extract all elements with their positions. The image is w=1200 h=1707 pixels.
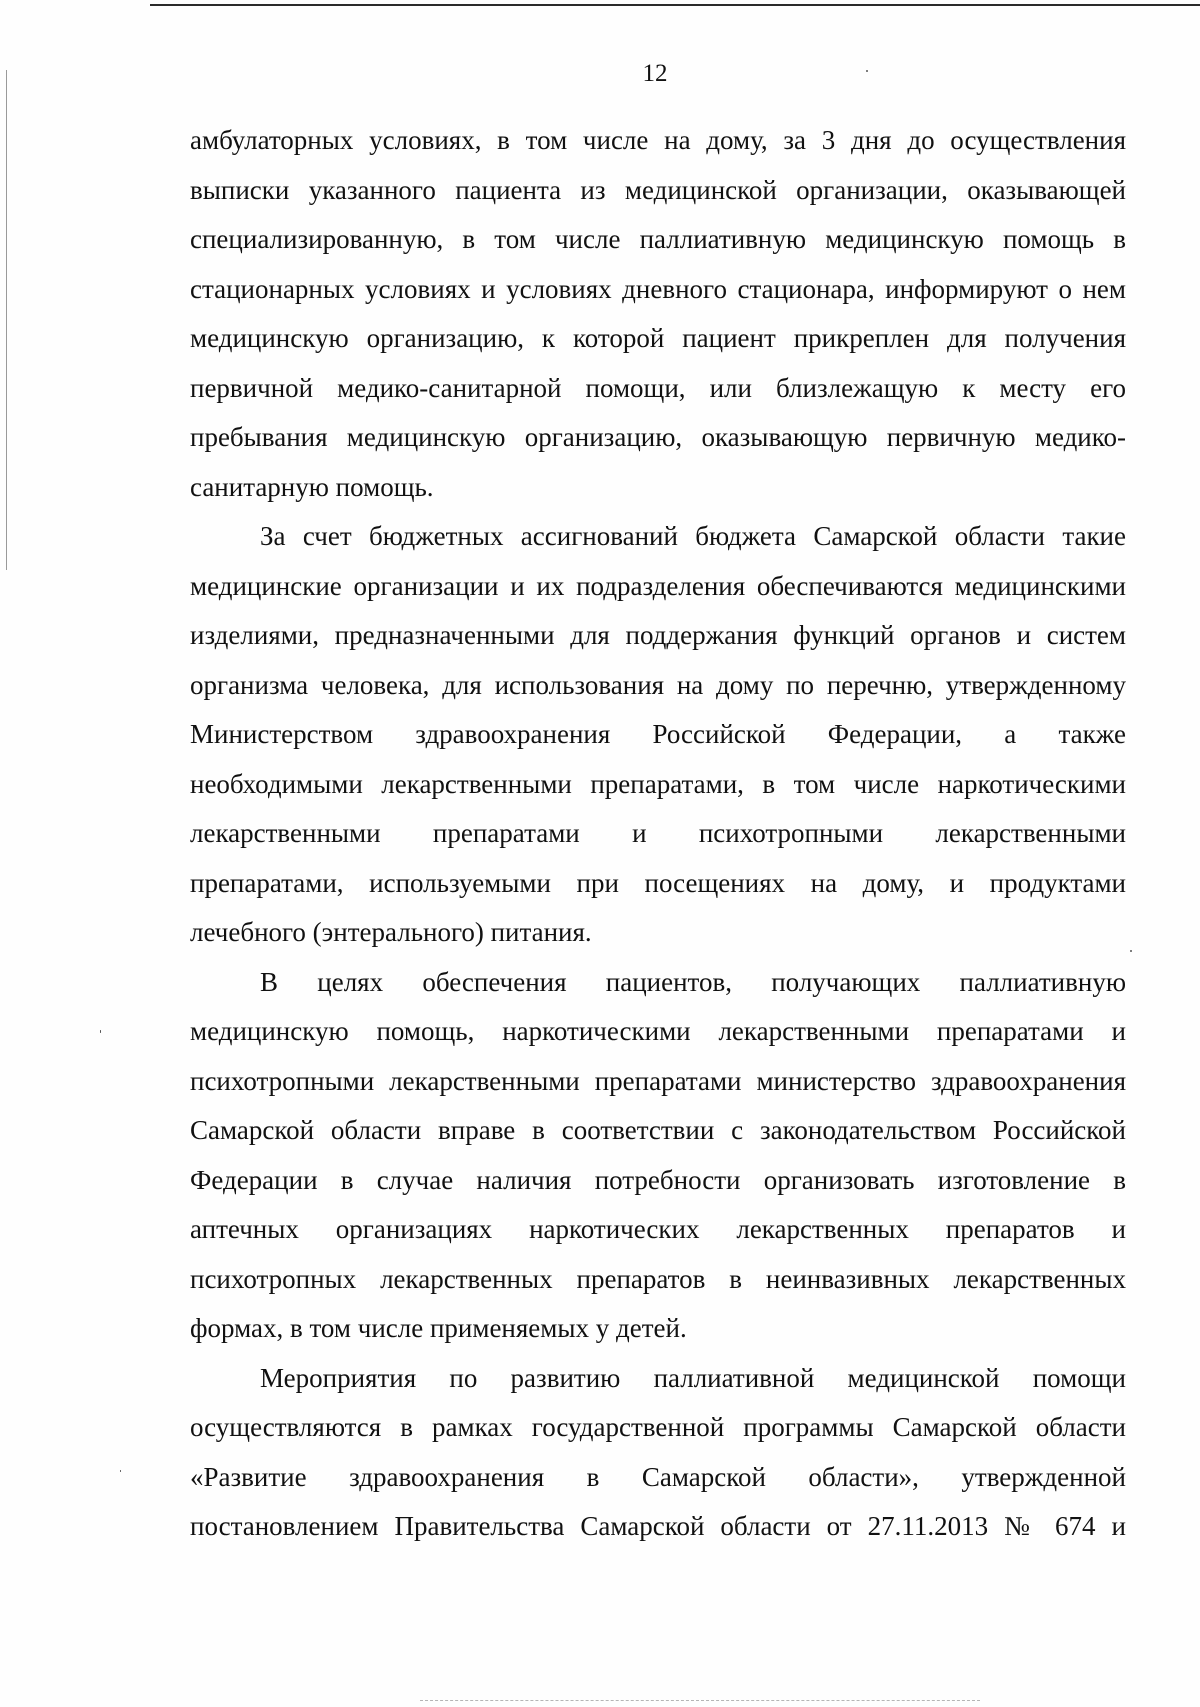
text-line: амбулаторных условиях, в том числе на дому, за 3 дня до осуществления bbox=[190, 125, 1126, 155]
text-line: В целях обеспечения пациентов, получающих паллиативную bbox=[260, 966, 1126, 997]
scan-speck bbox=[866, 70, 868, 72]
text-line: психотропными лекарственными препаратами министерство здравоохранения bbox=[190, 1065, 1126, 1096]
text-line: аптечных организациях наркотических лекарственных препаратов и bbox=[190, 1214, 1126, 1244]
scan-bottom-edge bbox=[420, 1700, 980, 1702]
paragraph-3 bbox=[190, 958, 1126, 1354]
scan-left-edge bbox=[6, 70, 7, 570]
scan-top-edge bbox=[150, 4, 1200, 6]
scan-speck bbox=[120, 1470, 121, 1472]
text-line: медицинские организации и их подразделения обеспечиваются медицинскими bbox=[190, 570, 1126, 601]
text-line: осуществляются в рамках государственной программы Самарской области bbox=[190, 1412, 1126, 1442]
paragraph-2 bbox=[190, 512, 1126, 958]
text-line: Министерством здравоохранения Российской Федерации, а также bbox=[190, 719, 1126, 749]
text-line: пребывания медицинскую организацию, оказывающую первичную медико- bbox=[190, 422, 1126, 452]
text-line: лечебного (энтерального) питания. bbox=[190, 917, 592, 947]
document-body bbox=[190, 116, 1126, 1552]
text-line: изделиями, предназначенными для поддержания функций органов и систем bbox=[190, 620, 1126, 650]
text-line: медицинскую организацию, к которой пациент прикреплен для получения bbox=[190, 323, 1126, 353]
text-line: «Развитие здравоохранения в Самарской области», утвержденной bbox=[190, 1461, 1126, 1492]
text-line: препаратами, используемыми при посещениях на дому, и продуктами bbox=[190, 867, 1126, 898]
text-line: лекарственными препаратами и психотропными лекарственными bbox=[190, 818, 1126, 848]
text-line: стационарных условиях и условиях дневного стационара, информируют о нем bbox=[190, 273, 1126, 304]
paragraph-1 bbox=[190, 116, 1126, 512]
text-line: За счет бюджетных ассигнований бюджета Самарской области такие bbox=[260, 521, 1126, 551]
text-line: формах, в том числе применяемых у детей. bbox=[190, 1313, 687, 1343]
text-line: необходимыми лекарственными препаратами, в том числе наркотическими bbox=[190, 768, 1126, 799]
page-number: 12 bbox=[642, 60, 668, 87]
text-line: специализированную, в том числе паллиативную медицинскую помощь в bbox=[190, 224, 1126, 254]
text-line: выписки указанного пациента из медицинской организации, оказывающей bbox=[190, 174, 1126, 205]
text-line: санитарную помощь. bbox=[190, 471, 434, 502]
paragraph-4 bbox=[190, 1354, 1126, 1552]
text-line: Мероприятия по развитию паллиативной медицинской помощи bbox=[260, 1362, 1126, 1393]
text-line: Самарской области вправе в соответствии с законодательством Российской bbox=[190, 1115, 1126, 1145]
text-line: организма человека, для использования на дому по перечню, утвержденному bbox=[190, 669, 1126, 700]
text-line: медицинскую помощь, наркотическими лекарственными препаратами и bbox=[190, 1016, 1126, 1046]
text-line: первичной медико-санитарной помощи, или близлежащую к месту его bbox=[190, 372, 1126, 403]
scan-speck bbox=[100, 1030, 101, 1033]
text-line: психотропных лекарственных препаратов в неинвазивных лекарственных bbox=[190, 1263, 1126, 1294]
text-line: Федерации в случае наличия потребности организовать изготовление в bbox=[190, 1164, 1126, 1195]
text-line: постановлением Правительства Самарской области от 27.11.2013 № 674 и bbox=[190, 1511, 1126, 1541]
scan-speck bbox=[1130, 950, 1132, 952]
